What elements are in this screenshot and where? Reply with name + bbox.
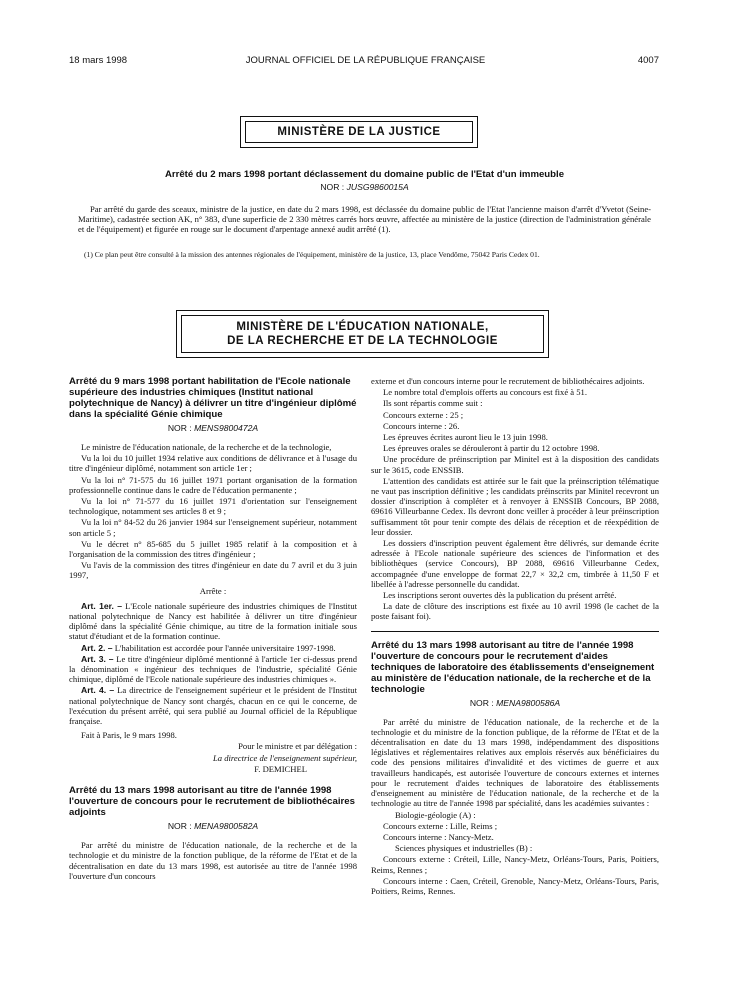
visa-paragraph: Vu la loi n° 71-577 du 16 juillet 1971 d'orientation sur l'enseignement technologique, notamment ses articles 8 et 9 ; xyxy=(69,496,357,517)
arrete-enssic-nor-label: NOR : xyxy=(167,423,192,433)
education-ministry-inner xyxy=(181,315,544,353)
visa-paragraph: Vu l'avis de la commission des titres d'ingénieur en date du 7 avril et du 3 juin 1997, xyxy=(69,560,357,581)
article-4-label: Art. 4. – xyxy=(81,685,115,696)
signature-name: F. DEMICHEL xyxy=(254,763,307,774)
concours-paragraph: Concours externe : 25 ; xyxy=(383,409,464,420)
arrete-aides-techniques-nor xyxy=(371,698,659,708)
justice-ministry-box xyxy=(240,116,478,148)
header-page-number: 4007 xyxy=(637,55,659,66)
concours-paragraph: Le nombre total d'emplois offerts au concours est fixé à 51. xyxy=(383,387,588,398)
visa-paragraph: Le ministre de l'éducation nationale, de la recherche et de la technologie, xyxy=(81,442,332,452)
concours-paragraph: Les inscriptions seront ouvertes dès la publication du présent arrêté. xyxy=(383,590,617,601)
left-column xyxy=(69,376,357,882)
arrete-bibliothecaires-nor-code: MENA9800582A xyxy=(194,821,259,832)
right-column xyxy=(371,376,659,897)
visa-paragraph: Vu le décret n° 85-685 du 5 juillet 1985 relatif à la composition et à l'organisation de la commission des titres d'ingénieur ; xyxy=(69,538,357,560)
article-4 xyxy=(69,685,357,726)
concours-paragraph: Les épreuves orales se dérouleront à partir du 12 octobre 1998. xyxy=(383,443,600,454)
justice-ministry-inner xyxy=(245,121,473,143)
article-1 xyxy=(69,601,357,642)
arrete-enssic-title: Arrêté du 9 mars 1998 portant habilitation de l'Ecole nationale supérieure des industries chimiques (Institut national polytechnique de Nancy) à délivrer un titre d'ingénieur diplômé dans la spécialité Génie chimique xyxy=(69,376,357,420)
arrete-aides-techniques-nor-label: NOR : xyxy=(469,697,494,708)
arrete-bibliothecaires-title: Arrêté du 13 mars 1998 autorisant au titre de l'année 1998 l'ouverture de concours pour le recrutement de bibliothécaires adjoints xyxy=(69,785,355,819)
sciences-physiques-interne: Concours interne : Caen, Créteil, Grenoble, Nancy-Metz, Orléans-Tours, Paris, Poitiers, Reims, Rennes. xyxy=(371,875,659,896)
concours-paragraph: L'attention des candidats est attirée sur le fait que la préinscription télématique ne vaut pas inscription définitive ; les candidats préinscrits par Minitel recevront un dossier d'inscription à compléter et à renvoyer à ENSSIB Concours, BP 2088, 69616 Villeurbanne Cedex. Ils devront donc veiller à procéder à leur préinscription suffisamment tôt pour tenir compte des délais de réception et de réexpédition de leur dossier. xyxy=(371,475,659,537)
arrete-enssic-nor-code: MENS9800472A xyxy=(194,423,259,433)
signature-title: La directrice de l'enseignement supérieur, xyxy=(213,752,357,763)
arrete-bibliothecaires-body: Par arrêté du ministre de l'éducation nationale, de la recherche et de la technologie et du ministre de la fonction publique, de la réforme de l'Etat et de la décentralisation en date du 13 mars 1998, est autorisée au titre de l'année 1998 l'ouverture d'un concours xyxy=(69,840,357,881)
sciences-physiques-externe: Concours externe : Créteil, Lille, Nancy-Metz, Orléans-Tours, Paris, Poitiers, Reims, Rennes ; xyxy=(371,854,659,875)
justice-nor xyxy=(78,182,651,192)
spacer xyxy=(69,775,357,785)
arrete-aides-techniques-title: Arrêté du 13 mars 1998 autorisant au titre de l'année 1998 l'ouverture de concours pour le recrutement d'aides techniques de laboratoire des établissements d'enseignement au ministère de l'éducation nationale, de la recherche et de la technologie xyxy=(371,639,655,695)
fait-a-paris: Fait à Paris, le 9 mars 1998. xyxy=(81,730,177,741)
justice-nor-label: NOR : xyxy=(320,182,345,192)
article-1-label: Art. 1er. – xyxy=(81,600,123,611)
arrete-bibliothecaires-nor xyxy=(69,821,357,831)
biologie-interne: Concours interne : Nancy-Metz. xyxy=(383,831,494,842)
justice-ministry-name: MINISTÈRE DE LA JUSTICE xyxy=(277,126,441,138)
arrete-heading: Arrête : xyxy=(199,585,227,596)
justice-body: Par arrêté du garde des sceaux, ministre de la justice, en date du 2 mars 1998, est déclassée du domaine public de l'Etat l'ancienne maison d'arrêt d'Yvetot (Seine-Maritime), cadastrée section AK, n° 383, d'une superficie de 2 330 mètres carrés hors œuvre, affectée au ministère de la justice (direction de l'administration générale et de l'équipement) et figurée en rouge sur le document d'arpentage annexé audit arrêté (1). xyxy=(78,204,651,235)
article-3-label: Art. 3. – xyxy=(81,653,114,664)
header-journal-title: JOURNAL OFFICIEL DE LA RÉPUBLIQUE FRANÇAISE xyxy=(245,55,486,66)
arrete-aides-techniques-body: Par arrêté du ministre de l'éducation nationale, de la recherche et de la technologie et du ministre de la fonction publique, de la réforme de l'Etat et de la décentralisation en date du 13 mars 1998, indépendamment des dispositions législatives et réglementaires relatives aux emplois réservés aux bénéficiaires du code des pensions militaires d'invalidité et des victimes de guerre et aux travailleurs handicapés, est autorisée l'ouverture de concours externes et internes pour le recrutement d'aides techniques de laboratoire des établissements d'enseignement au ministère de l'éducation nationale, de la recherche et de la technologie au titre de l'année 1998 par spécialité, dans les académies suivantes : xyxy=(371,716,659,809)
justice-arrete xyxy=(78,169,651,260)
justice-footnote: (1) Ce plan peut être consulté à la mission des antennes régionales de l'équipement, ministère de la justice, 13, place Vendôme, 75042 Paris Cedex 01. xyxy=(84,249,540,259)
concours-paragraph: Une procédure de préinscription par Minitel est à la disposition des candidats sur le 3615, code ENSSIB. xyxy=(371,454,659,475)
visa-paragraph: Vu la loi n° 71-575 du 16 juillet 1971 portant organisation de la formation professionnelle continue dans le cadre de l'éducation permanente ; xyxy=(69,474,357,495)
concours-paragraph: Concours interne : 26. xyxy=(383,420,460,431)
running-header xyxy=(0,55,731,69)
education-ministry-box xyxy=(176,310,549,358)
concours-paragraph: Ils sont répartis comme suit : xyxy=(383,398,483,409)
article-2-label: Art. 2. – xyxy=(81,642,113,653)
education-ministry-line2: DE LA RECHERCHE ET DE LA TECHNOLOGIE xyxy=(227,335,498,347)
header-date: 18 mars 1998 xyxy=(69,55,128,66)
specialite-sciences-physiques: Sciences physiques et industrielles (B) : xyxy=(395,843,533,854)
justice-arrete-title: Arrêté du 2 mars 1998 portant déclassement du domaine public de l'Etat d'un immeuble xyxy=(164,169,565,180)
arrete-aides-techniques-nor-code: MENA9800586A xyxy=(496,697,561,708)
article-3-text: Le titre d'ingénieur diplômé mentionné à l'article 1er ci-dessus prend la dénomination « ingénieur des techniques de l'industrie, spécialité Génie chimique, diplômé de l'Ecole nationale supérieure des industries chimiques ». xyxy=(69,653,357,685)
visa-paragraph: Vu la loi n° 84-52 du 26 janvier 1984 sur l'enseignement supérieur, notamment son article 5 ; xyxy=(69,517,357,538)
signature-delegation: Pour le ministre et par délégation : xyxy=(238,741,357,752)
arrete-bibliothecaires-nor-label: NOR : xyxy=(167,821,192,832)
arrete-enssic-nor xyxy=(69,423,357,433)
visa-paragraph: Vu la loi du 10 juillet 1934 relative aux conditions de délivrance et à l'usage du titre d'ingénieur diplômé, notamment son article 1er ; xyxy=(69,453,357,474)
article-4-text: La directrice de l'enseignement supérieur et le président de l'Institut national polytechnique de Nancy sont chargés, chacun en ce qui le concerne, de l'exécution du présent arrêté, qui sera publié au Journal officiel de la République française. xyxy=(69,685,357,727)
biologie-externe: Concours externe : Lille, Reims ; xyxy=(383,820,498,831)
column-separator xyxy=(371,631,659,632)
justice-nor-code: JUSG9860015A xyxy=(346,182,409,192)
education-ministry-line1: MINISTÈRE DE L'ÉDUCATION NATIONALE, xyxy=(236,321,489,333)
concours-paragraph: Les dossiers d'inscription peuvent également être délivrés, sur demande écrite adressée à l'Ecole nationale supérieure des sciences de l'information et des bibliothèques (service Concours), BP 2088, 69616 Villeurbanne Cedex, accompagnée d'une enveloppe de format 22,7 × 32,2 cm, timbrée à 11,50 F et libellée à l'adresse personnelle du candidat. xyxy=(371,538,659,589)
article-2 xyxy=(69,643,357,653)
concours-paragraph: Les épreuves écrites auront lieu le 13 juin 1998. xyxy=(383,432,548,443)
article-3 xyxy=(69,654,357,685)
specialite-biologie: Biologie-géologie (A) : xyxy=(395,809,476,820)
article-1-text: L'Ecole nationale supérieure des industries chimiques de l'Institut national polytechnique de Nancy est habilitée à délivrer un titre d'ingénieur diplômé dans la spécialité Génie chimique, au titre de la formation initiale sous statut d'étudiant et de la formation continue. xyxy=(69,600,358,642)
concours-paragraph: La date de clôture des inscriptions est fixée au 10 avril 1998 (le cachet de la poste faisant foi). xyxy=(371,601,659,622)
article-2-text: L'habilitation est accordée pour l'année universitaire 1997-1998. xyxy=(114,642,336,653)
concours-paragraph: externe et d'un concours interne pour le recrutement de bibliothécaires adjoints. xyxy=(371,376,645,386)
